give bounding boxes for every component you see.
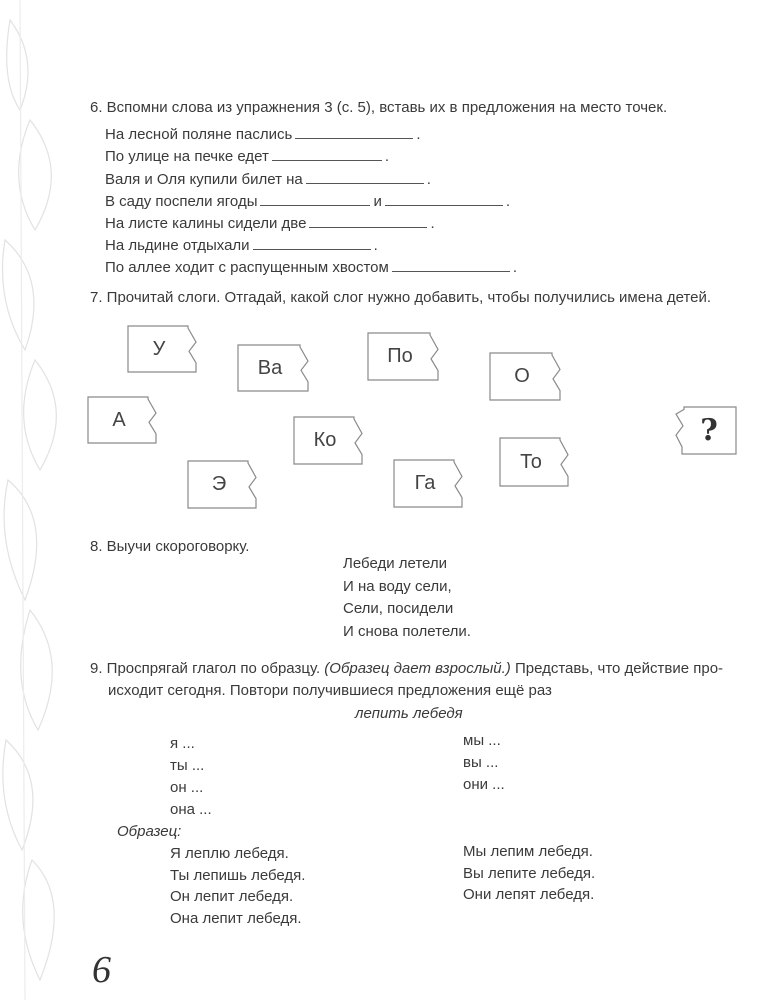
- pronoun: я ...: [170, 735, 195, 752]
- pronoun: ты ...: [170, 757, 205, 774]
- answer-blank[interactable]: [309, 215, 427, 228]
- fill-in-sentence: [105, 259, 517, 277]
- sentence-text: На листе калины сидели две: [105, 215, 307, 232]
- sample-sentence: Она лепит лебедя.: [170, 910, 302, 928]
- card-syllable: А: [112, 408, 126, 431]
- sentence-period: .: [426, 171, 431, 188]
- page-number: 6: [92, 949, 111, 991]
- pronoun: вы ...: [463, 754, 499, 771]
- answer-blank[interactable]: [260, 193, 370, 206]
- syllable-card: [294, 417, 364, 464]
- leaf-border-decoration: [0, 0, 80, 1000]
- answer-blank[interactable]: [385, 193, 503, 206]
- fill-in-sentence: [105, 215, 435, 233]
- card-syllable: Ко: [313, 429, 337, 451]
- syllable-card: [238, 345, 310, 391]
- sentence-period: .: [373, 237, 378, 254]
- fill-in-sentence: [105, 171, 431, 189]
- syllable-card: [500, 438, 570, 486]
- sample-sentence: Ты лепишь лебедя.: [170, 866, 306, 884]
- fill-in-sentence: [105, 193, 510, 211]
- fill-in-sentence: [105, 237, 378, 255]
- card-syllable: Га: [414, 472, 436, 494]
- pronouns-singular: [170, 733, 212, 821]
- fill-in-sentence: [105, 126, 421, 144]
- missing-syllable-card: [676, 407, 736, 454]
- poem-line: Сели, посидели: [343, 600, 454, 617]
- pronoun: мы ...: [463, 732, 501, 749]
- exercise-7-task: 7. Прочитай слоги. Отгадай, какой слог нужно добавить, чтобы получились имена детей.: [90, 289, 712, 306]
- exercise-9-task-line2: исходит сегодня. Повтори получившиеся предложения ещё раз: [108, 682, 552, 699]
- task-text-end: Представь, что действие про-: [510, 660, 724, 677]
- syllable-card: [490, 353, 562, 400]
- card-syllable: ?: [700, 413, 718, 448]
- sentence-connector: и: [373, 193, 382, 210]
- poem-line: И снова полетели.: [343, 622, 471, 640]
- pronoun: она ...: [170, 801, 212, 818]
- verb-phrase: лепить лебедя: [355, 705, 463, 722]
- pronouns-plural: [463, 730, 505, 796]
- syllable-card: [368, 333, 440, 380]
- syllable-card: [88, 397, 158, 443]
- sample-sentence: Мы лепим лебедя.: [463, 843, 593, 860]
- sample-sentence: Вы лепите лебедя.: [463, 864, 596, 882]
- task-note: (Образец дает взрослый.): [324, 660, 511, 677]
- exercise-6-task: 6. Вспомни слова из упражнения 3 (с. 5), вставь их в предложения на место точек.: [90, 99, 668, 116]
- sentence-text: Валя и Оля купили билет на: [105, 171, 303, 188]
- syllable-card: [394, 460, 464, 507]
- poem-line: И на воду сели,: [343, 577, 452, 595]
- answer-blank[interactable]: [295, 126, 413, 139]
- sentence-period: .: [512, 259, 517, 276]
- card-syllable: У: [152, 337, 166, 360]
- sentence-text: На лесной поляне паслись: [105, 126, 293, 143]
- task-text: 9. Проспрягай глагол по образцу.: [90, 660, 321, 677]
- sentence-text: На льдине отдыхали: [105, 237, 250, 254]
- pronoun: он ...: [170, 779, 204, 796]
- card-syllable: О: [514, 365, 530, 387]
- syllable-card: [188, 461, 258, 508]
- tongue-twister: [343, 553, 471, 643]
- answer-blank[interactable]: [392, 259, 510, 272]
- sentence-period: .: [384, 148, 389, 165]
- sentence-period: .: [505, 193, 511, 210]
- answer-blank[interactable]: [253, 237, 371, 250]
- card-syllable: Э: [211, 473, 227, 495]
- sample-sentence: Я леплю лебедя.: [170, 845, 289, 862]
- sample-label: Образец:: [117, 823, 182, 840]
- sample-singular: [170, 843, 305, 930]
- sentence-text: По улице на печке едет: [105, 148, 269, 165]
- exercise-8-task: 8. Выучи скороговорку.: [90, 538, 250, 555]
- sentence-text: В саду поспели ягоды: [105, 193, 258, 210]
- sample-sentence: Он лепит лебедя.: [170, 888, 294, 906]
- answer-blank[interactable]: [306, 171, 424, 184]
- syllable-card: [128, 326, 198, 372]
- exercise-9-task: [90, 660, 723, 678]
- sample-sentence: Они лепят лебедя.: [463, 886, 595, 904]
- pronoun: они ...: [463, 776, 505, 793]
- poem-line: Лебеди летели: [343, 555, 448, 572]
- sentence-text: По аллее ходит с распущенным хвостом: [105, 259, 389, 276]
- sentence-period: .: [430, 215, 435, 232]
- card-syllable: Ва: [257, 356, 283, 379]
- answer-blank[interactable]: [272, 148, 382, 161]
- sample-plural: [463, 841, 595, 906]
- card-syllable: То: [520, 450, 542, 473]
- card-syllable: По: [387, 345, 413, 367]
- sentence-period: .: [416, 126, 421, 143]
- fill-in-sentence: [105, 148, 389, 166]
